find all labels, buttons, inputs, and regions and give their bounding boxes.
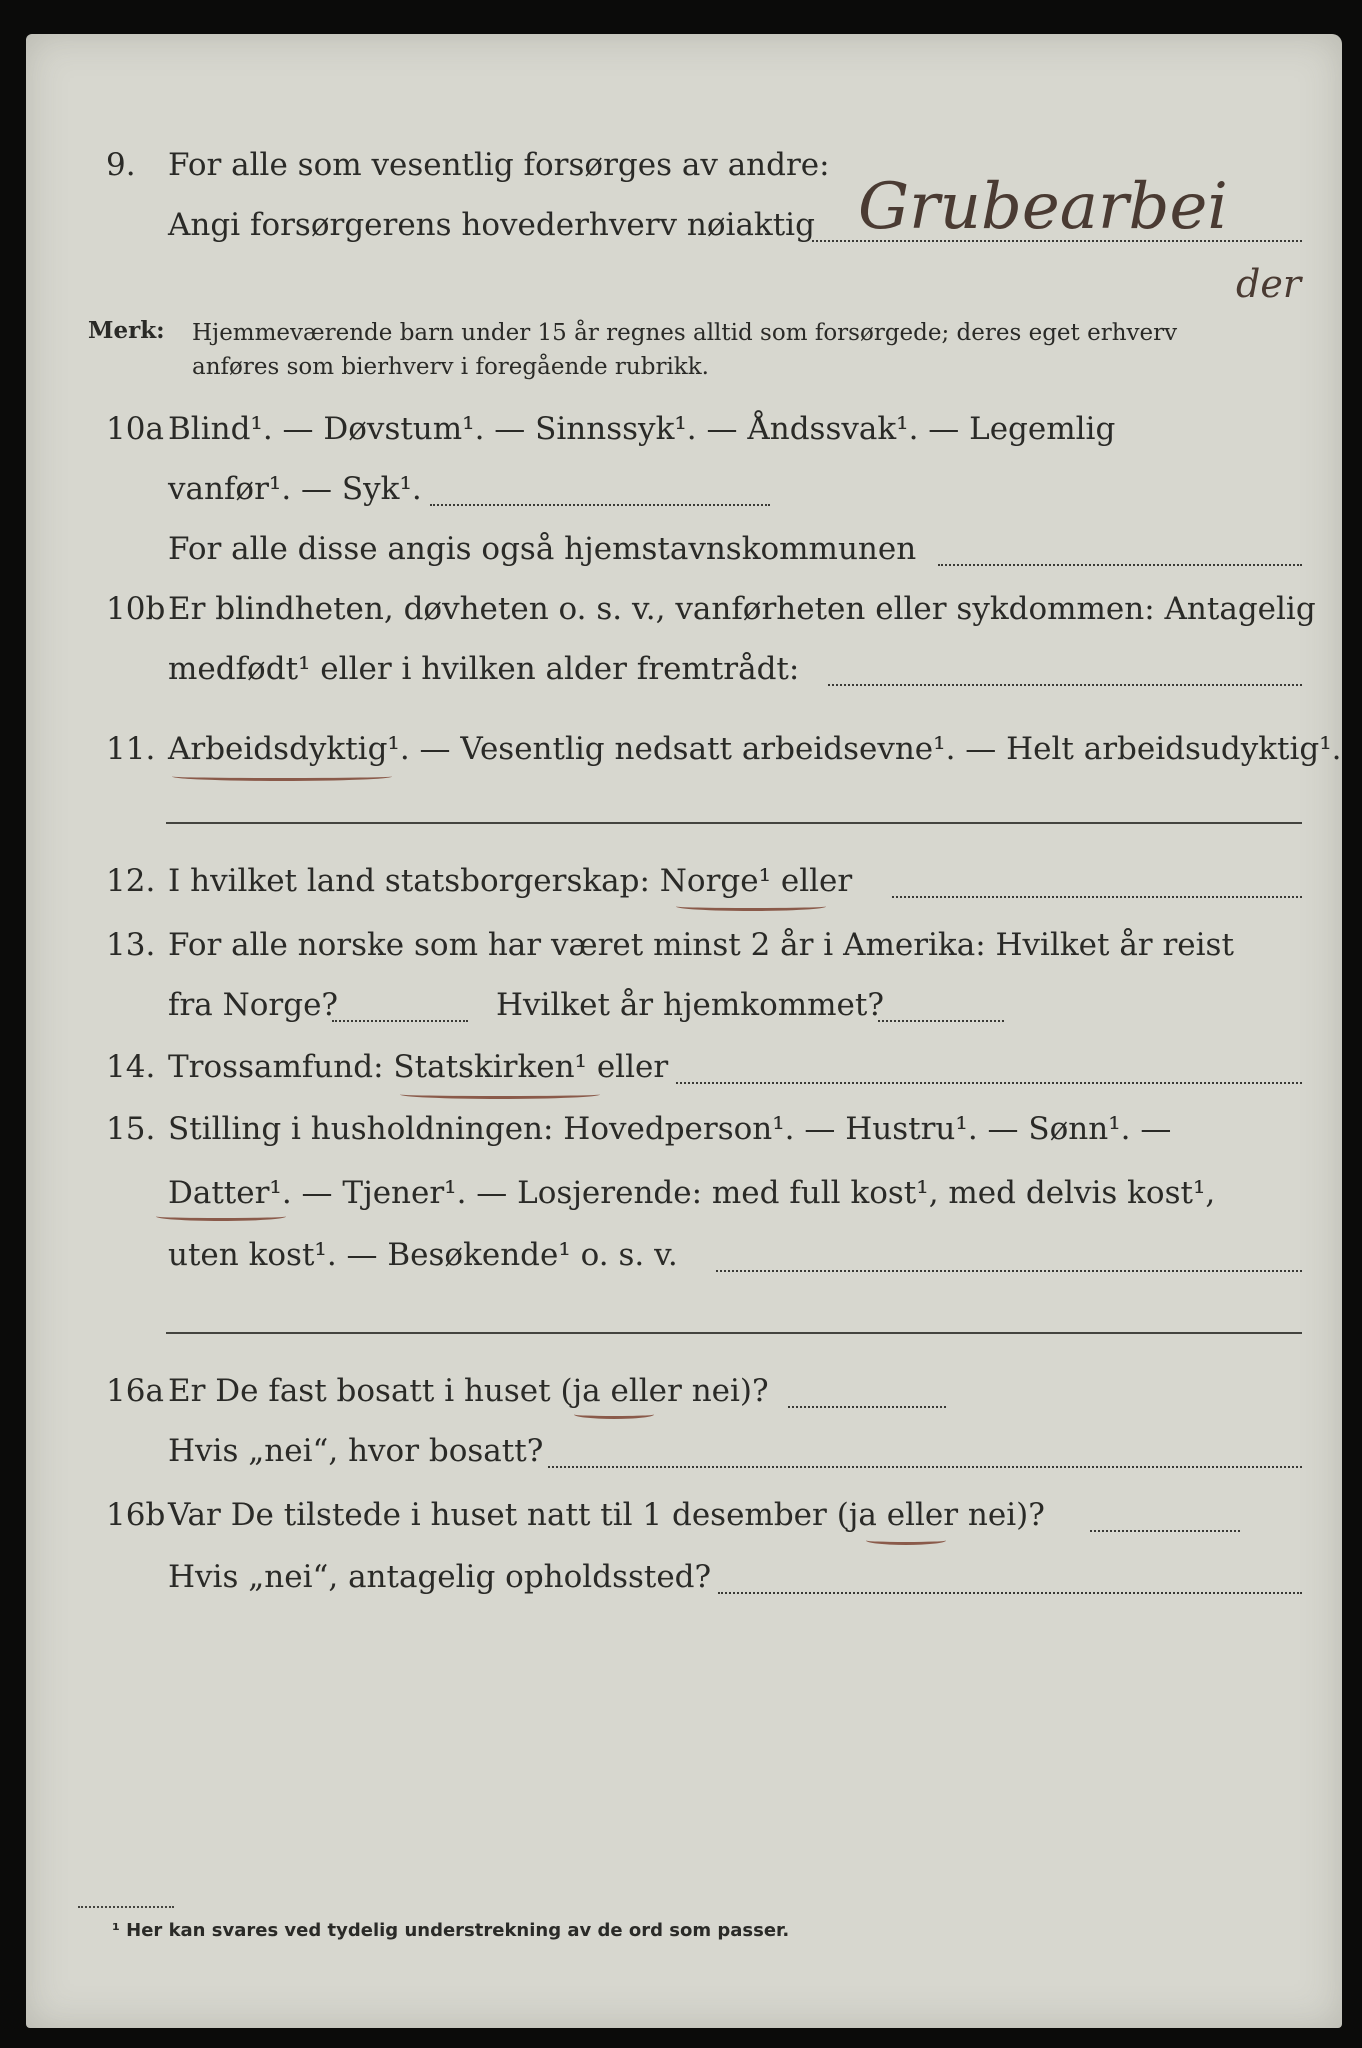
question-10a-line-2 — [26, 464, 1342, 514]
question-16b-line-2 — [26, 1552, 1342, 1602]
answer-line[interactable] — [676, 1082, 1302, 1084]
question-number: 15. — [106, 1111, 156, 1147]
answer-line[interactable] — [166, 822, 1302, 824]
footnote-separator — [78, 1906, 174, 1908]
question-number: 16a — [106, 1373, 164, 1409]
question-text: uten kost¹. — Besøkende¹ o. s. v. — [168, 1237, 678, 1273]
answer-line[interactable] — [716, 1270, 1302, 1272]
question-15-line-2 — [26, 1168, 1342, 1218]
question-text: For alle disse angis også hjemstavnskommunen — [168, 531, 917, 567]
question-text: Hvilket år hjemkommet? — [496, 987, 884, 1023]
question-15-line-3 — [26, 1230, 1342, 1280]
question-10a-line-3 — [26, 524, 1342, 574]
answer-line[interactable] — [828, 684, 1302, 686]
question-number: 11. — [106, 731, 156, 767]
answer-line[interactable] — [166, 1332, 1302, 1334]
question-text: Er De fast bosatt i huset (ja eller nei)? — [168, 1373, 769, 1409]
question-text: medfødt¹ eller i hvilken alder fremtrådt: — [168, 651, 800, 687]
handwritten-underline — [400, 1090, 600, 1099]
question-12 — [26, 856, 1342, 906]
answer-line[interactable] — [332, 1020, 468, 1022]
question-14 — [26, 1042, 1342, 1092]
question-text: fra Norge? — [168, 987, 339, 1023]
note-label: Merk: — [88, 317, 165, 344]
answer-line[interactable] — [938, 564, 1302, 566]
question-text: Stilling i husholdningen: Hovedperson¹. — Hustru¹. — Sønn¹. — — [168, 1111, 1172, 1147]
handwritten-answer: Grubearbei — [858, 170, 1228, 244]
question-13-line-2 — [26, 980, 1342, 1030]
question-text: vanfør¹. — Syk¹. — [168, 471, 422, 507]
answer-line[interactable] — [430, 504, 770, 506]
question-number: 10b — [106, 591, 166, 627]
question-16b — [26, 1490, 1342, 1540]
question-text: For alle som vesentlig forsørges av andre: — [168, 147, 830, 183]
handwritten-answer-continued: der — [1236, 262, 1301, 306]
footnote: ¹ Her kan svares ved tydelig understrekning av de ord som passer. — [112, 1920, 790, 1941]
handwritten-underline — [574, 1410, 654, 1419]
question-10b — [26, 584, 1342, 634]
answer-line[interactable] — [878, 1020, 1004, 1022]
question-text: Datter¹. — Tjener¹. — Losjerende: med full kost¹, med delvis kost¹, — [168, 1175, 1216, 1211]
question-number: 16b — [106, 1497, 166, 1533]
answer-line[interactable] — [788, 1406, 946, 1408]
question-15 — [26, 1104, 1342, 1154]
question-number: 14. — [106, 1049, 156, 1085]
question-text: Hvis „nei“, antagelig opholdssted? — [168, 1559, 712, 1595]
question-number: 12. — [106, 863, 156, 899]
question-16a — [26, 1366, 1342, 1416]
question-text: Blind¹. — Døvstum¹. — Sinnssyk¹. — Åndssvak¹. — Legemlig — [168, 411, 1116, 447]
handwritten-underline — [866, 1536, 946, 1545]
answer-line[interactable] — [718, 1592, 1302, 1594]
question-text: For alle norske som har været minst 2 år i Amerika: Hvilket år reist — [168, 927, 1234, 963]
handwritten-underline — [676, 902, 826, 911]
question-text: Trossamfund: Statskirken¹ eller — [168, 1049, 669, 1085]
answer-line[interactable] — [1090, 1530, 1240, 1532]
handwritten-underline — [156, 1212, 286, 1221]
question-11 — [26, 724, 1342, 774]
question-text: Arbeidsdyktig¹. — Vesentlig nedsatt arbeidsevne¹. — Helt arbeidsudyktig¹. — [168, 731, 1342, 767]
answer-line[interactable] — [892, 896, 1302, 898]
handwritten-underline — [172, 772, 392, 781]
question-text: Angi forsørgerens hovederhverv nøiaktig — [168, 207, 815, 243]
question-16a-line-2 — [26, 1426, 1342, 1476]
question-number: 13. — [106, 927, 156, 963]
question-9-line-2 — [26, 170, 1342, 250]
question-number: 9. — [106, 147, 136, 183]
census-form-page — [26, 34, 1342, 2028]
question-text: Var De tilstede i huset natt til 1 desember (ja eller nei)? — [168, 1497, 1045, 1533]
question-text: Hvis „nei“, hvor bosatt? — [168, 1433, 544, 1469]
question-text: Er blindheten, døvheten o. s. v., vanførheten eller sykdommen: Antagelig — [168, 591, 1316, 627]
note-text: Hjemmeværende barn under 15 år regnes alltid som forsørgede; deres eget erhverv — [192, 320, 1178, 346]
note-text: anføres som bierhverv i foregående rubrikk. — [192, 354, 709, 380]
question-10a — [26, 404, 1342, 454]
question-10b-line-2 — [26, 644, 1342, 694]
question-13 — [26, 920, 1342, 970]
answer-line[interactable] — [548, 1466, 1302, 1468]
question-text: I hvilket land statsborgerskap: Norge¹ eller — [168, 863, 853, 899]
question-number: 10a — [106, 411, 164, 447]
